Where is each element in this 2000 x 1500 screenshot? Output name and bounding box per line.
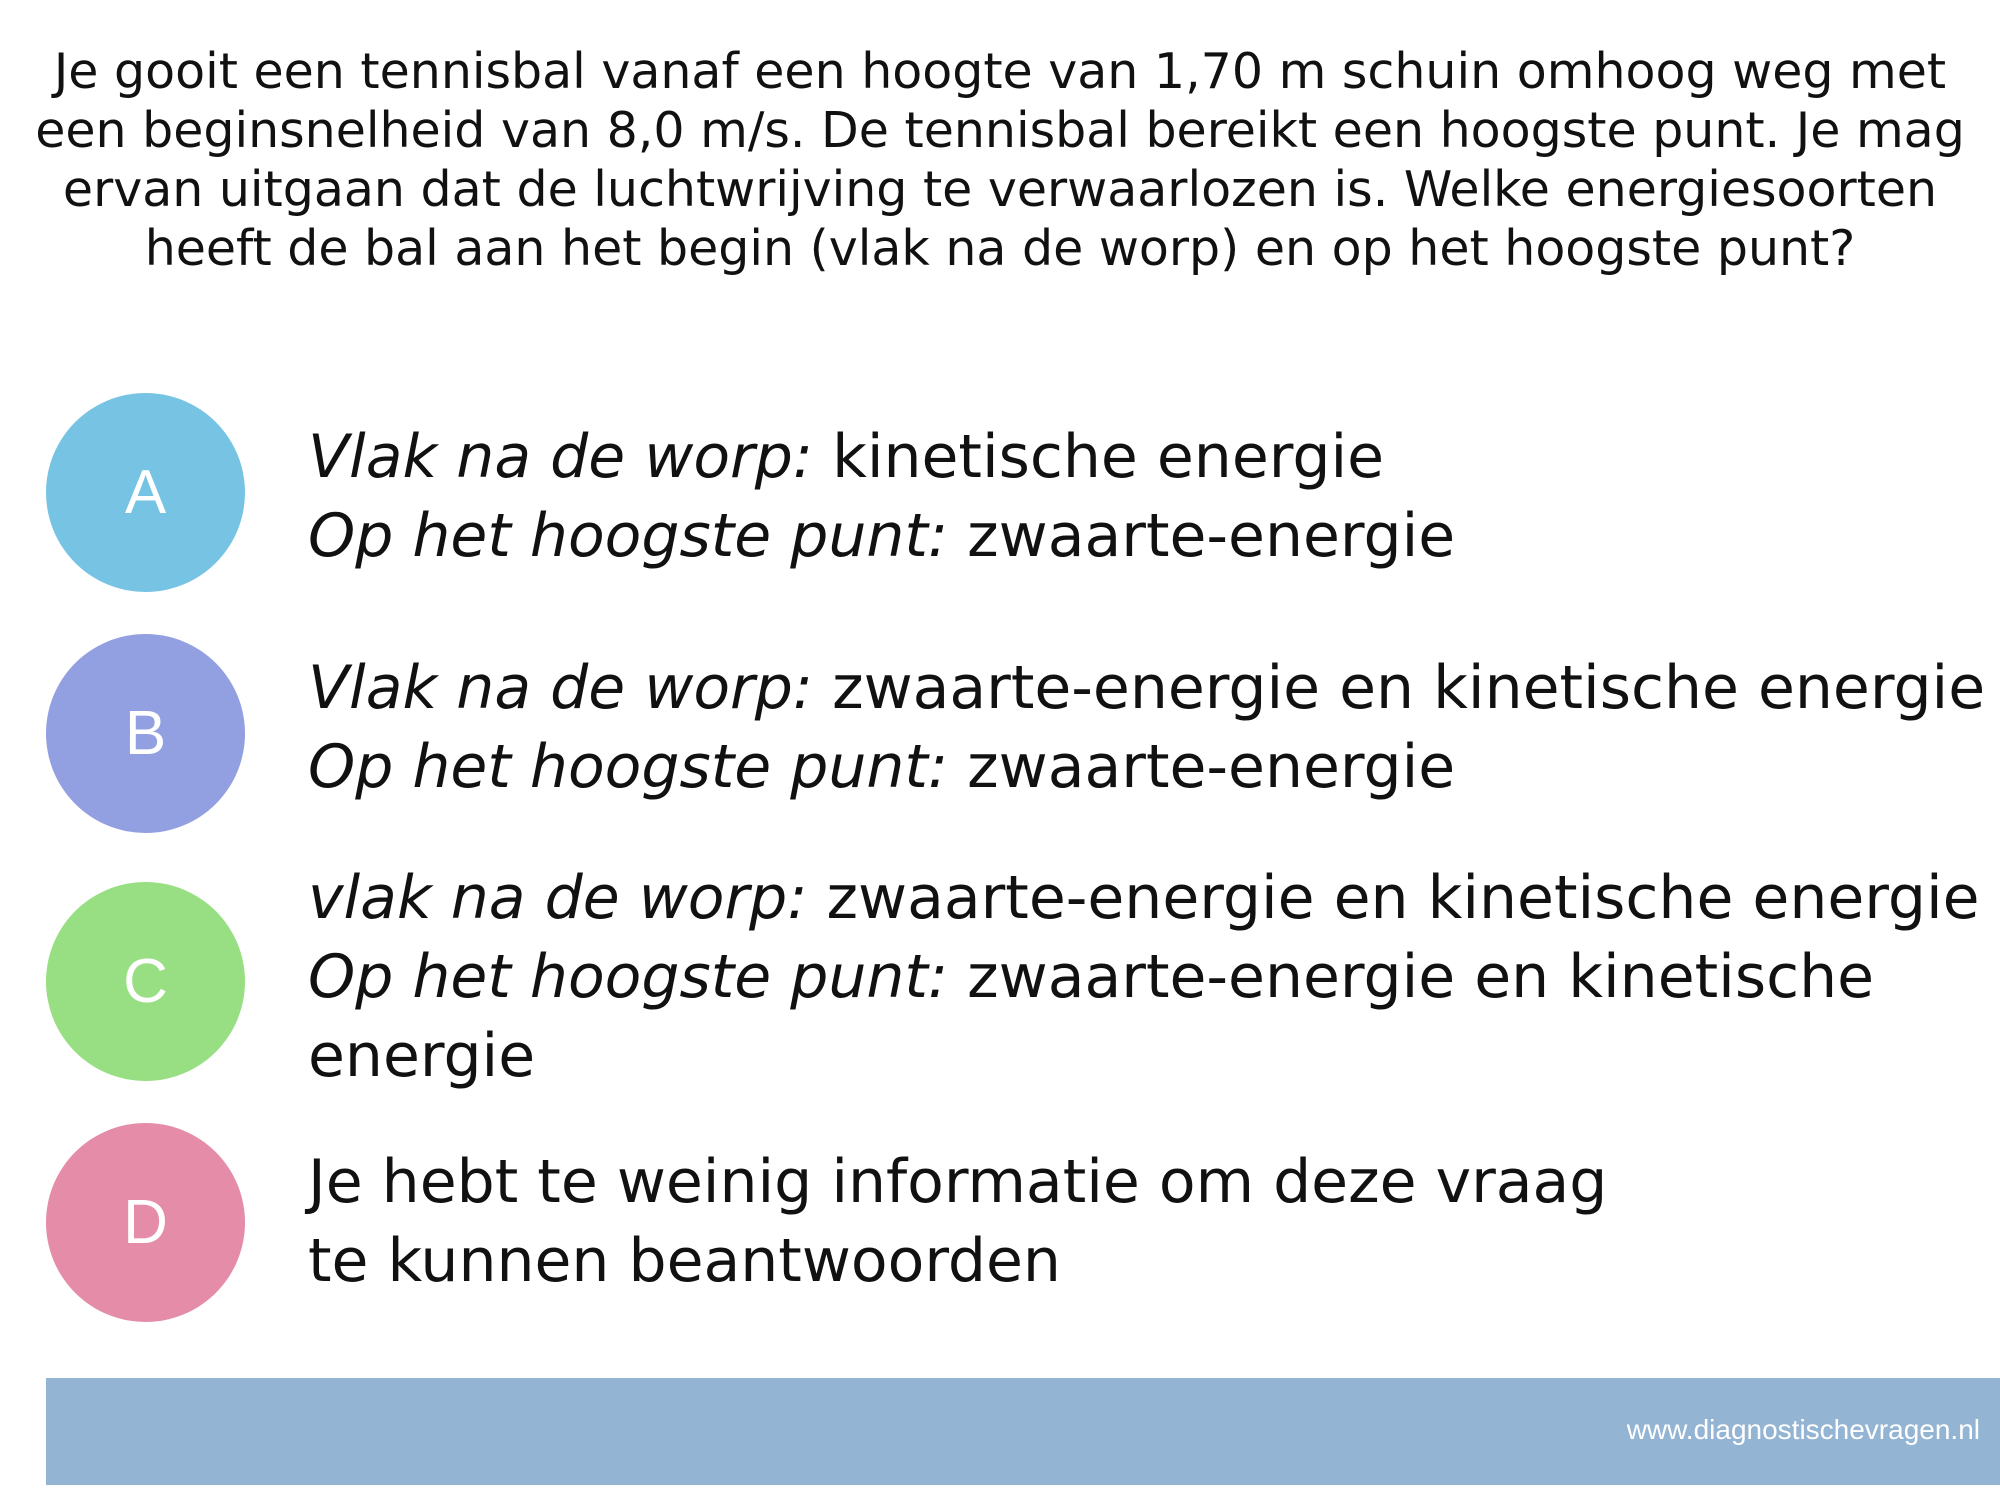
option-a-value-2: zwaarte-energie bbox=[948, 501, 1456, 571]
option-a-value-1: kinetische energie bbox=[813, 422, 1385, 492]
footer-bar bbox=[46, 1378, 2000, 1485]
option-a-line-2 bbox=[308, 497, 1988, 576]
option-b-value-2: zwaarte-energie bbox=[948, 732, 1456, 802]
question-text: Je gooit een tennisbal vanaf een hoogte van 1,70 m schuin omhoog weg met een beginsnelheid van 8,0 m/s. De tennisbal bereikt een hoogste punt. Je mag ervan uitgaan dat de luchtwrijving te verwaarlozen is. Welke energiesoorten heeft de bal aan het begin (vlak na de worp) en op het hoogste punt? bbox=[35, 43, 1965, 277]
option-b-line-2 bbox=[308, 728, 1988, 807]
option-a-label-1: Vlak na de worp: bbox=[308, 422, 813, 492]
option-d-line-2: te kunnen beantwoorden bbox=[308, 1226, 1061, 1296]
option-text-a bbox=[308, 418, 1988, 576]
option-c-value-1: zwaarte-energie en kinetische energie bbox=[807, 863, 1980, 933]
option-c-line-2 bbox=[308, 938, 1888, 1096]
option-c-label-1: vlak na de worp: bbox=[308, 863, 808, 933]
option-b-label-1: Vlak na de worp: bbox=[308, 653, 813, 723]
option-b-line-1 bbox=[308, 649, 1988, 728]
option-b-value-1: zwaarte-energie en kinetische energie bbox=[813, 653, 1986, 723]
option-letter-c[interactable]: C bbox=[46, 882, 245, 1081]
option-a-label-2: Op het hoogste punt: bbox=[308, 501, 949, 571]
option-text-c bbox=[308, 859, 1988, 1096]
option-letter-b[interactable]: B bbox=[46, 634, 245, 833]
footer-url[interactable]: www.diagnostischevragen.nl bbox=[1626, 1414, 1980, 1445]
option-b-label-2: Op het hoogste punt: bbox=[308, 732, 949, 802]
option-a-line-1 bbox=[308, 418, 1988, 497]
option-text-b bbox=[308, 649, 1988, 807]
option-c-value-2: zwaarte-energie en kinetische energie bbox=[308, 942, 1875, 1091]
option-c-line-1 bbox=[308, 859, 1988, 938]
option-letter-d[interactable]: D bbox=[46, 1123, 245, 1322]
option-text-d bbox=[308, 1143, 1988, 1301]
option-d-line-1: Je hebt te weinig informatie om deze vraag bbox=[308, 1147, 1608, 1217]
option-letter-a[interactable]: A bbox=[46, 393, 245, 592]
option-c-label-2: Op het hoogste punt: bbox=[308, 942, 949, 1012]
